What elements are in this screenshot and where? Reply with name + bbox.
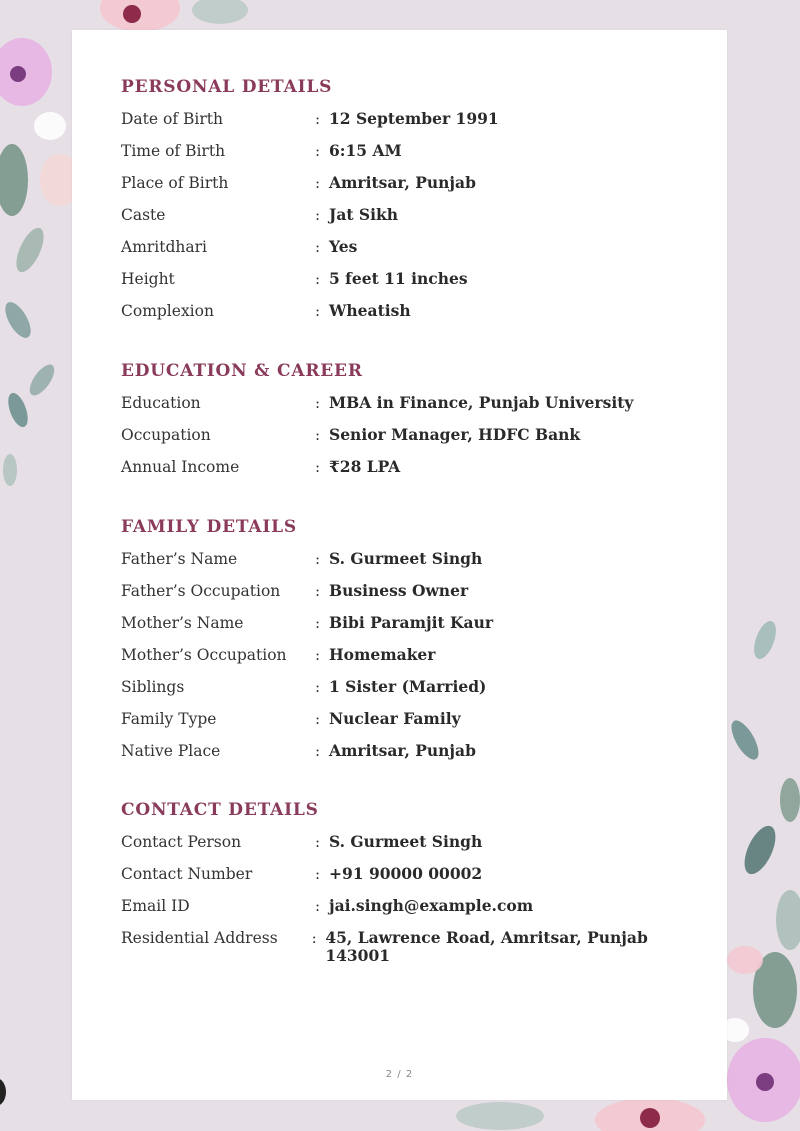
- detail-row: [121, 270, 711, 302]
- detail-row: [121, 142, 711, 174]
- detail-label: Complexion: [121, 302, 214, 320]
- detail-row: [121, 928, 711, 965]
- detail-label: Height: [121, 270, 175, 288]
- detail-value: Amritsar, Punjab: [329, 173, 476, 192]
- separator: :: [315, 174, 321, 192]
- separator: :: [315, 678, 321, 696]
- separator: :: [315, 458, 321, 476]
- detail-row: [121, 614, 711, 646]
- detail-label: Contact Person: [121, 833, 242, 851]
- detail-row: [121, 678, 711, 710]
- detail-row: [121, 174, 711, 206]
- detail-row: [121, 582, 711, 614]
- detail-value: 12 September 1991: [329, 109, 499, 128]
- biodata-page: [72, 30, 727, 1100]
- detail-value: +91 90000 00002: [329, 864, 483, 883]
- detail-label: Place of Birth: [121, 174, 229, 192]
- detail-label: Amritdhari: [121, 238, 207, 256]
- detail-row: [121, 646, 711, 678]
- detail-label: Time of Birth: [121, 142, 226, 160]
- detail-value: Nuclear Family: [329, 709, 461, 728]
- separator: :: [315, 582, 321, 600]
- detail-value: 5 feet 11 inches: [329, 269, 468, 288]
- section-heading: CONTACT DETAILS: [121, 800, 319, 820]
- detail-row: [121, 865, 711, 897]
- detail-value: ₹28 LPA: [329, 457, 401, 476]
- detail-value: Amritsar, Punjab: [329, 741, 476, 760]
- page-number: 2 / 2: [385, 1069, 414, 1080]
- detail-row: [121, 550, 711, 582]
- separator: :: [315, 710, 321, 728]
- detail-label: Caste: [121, 206, 166, 224]
- detail-row: [121, 897, 711, 929]
- detail-value: S. Gurmeet Singh: [329, 549, 483, 568]
- separator: :: [315, 646, 321, 664]
- detail-row: [121, 110, 711, 142]
- detail-row: [121, 833, 711, 865]
- separator: :: [315, 833, 321, 851]
- detail-label: Education: [121, 394, 201, 412]
- detail-row: [121, 238, 711, 270]
- detail-label: Occupation: [121, 426, 211, 444]
- detail-label: Mother’s Occupation: [121, 646, 287, 664]
- separator: :: [315, 550, 321, 568]
- detail-value: 45, Lawrence Road, Amritsar, Punjab 143001: [325, 928, 648, 965]
- detail-label: Contact Number: [121, 865, 253, 883]
- detail-row: [121, 742, 711, 774]
- detail-label: Residential Address: [121, 929, 278, 947]
- detail-label: Annual Income: [121, 458, 240, 476]
- detail-label: Father’s Occupation: [121, 582, 281, 600]
- separator: :: [315, 142, 321, 160]
- detail-value: S. Gurmeet Singh: [329, 832, 483, 851]
- detail-value: Wheatish: [329, 301, 411, 320]
- detail-row: [121, 302, 711, 334]
- detail-label: Family Type: [121, 710, 217, 728]
- family-details-section: [121, 517, 711, 774]
- separator: :: [315, 394, 321, 412]
- personal-details-section: [121, 77, 711, 334]
- section-heading: FAMILY DETAILS: [121, 517, 297, 537]
- section-heading: EDUCATION & CAREER: [121, 361, 363, 381]
- detail-value: Bibi Paramjit Kaur: [329, 613, 494, 632]
- separator: :: [315, 206, 321, 224]
- separator: :: [315, 270, 321, 288]
- detail-value: Homemaker: [329, 645, 436, 664]
- detail-label: Email ID: [121, 897, 190, 915]
- separator: :: [315, 614, 321, 632]
- separator: :: [315, 110, 321, 128]
- detail-value: Yes: [329, 237, 358, 256]
- separator: :: [315, 238, 321, 256]
- detail-value: 6:15 AM: [329, 141, 402, 160]
- detail-label: Siblings: [121, 678, 185, 696]
- detail-value: 1 Sister (Married): [329, 677, 487, 696]
- separator: :: [311, 929, 317, 947]
- separator: :: [315, 742, 321, 760]
- contact-details-section: [121, 800, 711, 965]
- separator: :: [315, 426, 321, 444]
- detail-value: Senior Manager, HDFC Bank: [329, 425, 581, 444]
- detail-row: [121, 426, 711, 458]
- detail-row: [121, 710, 711, 742]
- detail-label: Father’s Name: [121, 550, 238, 568]
- detail-value: MBA in Finance, Punjab University: [329, 393, 634, 412]
- detail-value: jai.singh@example.com: [329, 896, 534, 915]
- detail-row: [121, 458, 711, 490]
- section-heading: PERSONAL DETAILS: [121, 77, 333, 97]
- detail-value: Business Owner: [329, 581, 469, 600]
- detail-row: [121, 394, 711, 426]
- detail-row: [121, 206, 711, 238]
- detail-value: Jat Sikh: [329, 205, 399, 224]
- separator: :: [315, 865, 321, 883]
- separator: :: [315, 302, 321, 320]
- detail-label: Mother’s Name: [121, 614, 244, 632]
- education-career-section: [121, 361, 711, 490]
- detail-label: Native Place: [121, 742, 221, 760]
- detail-label: Date of Birth: [121, 110, 223, 128]
- separator: :: [315, 897, 321, 915]
